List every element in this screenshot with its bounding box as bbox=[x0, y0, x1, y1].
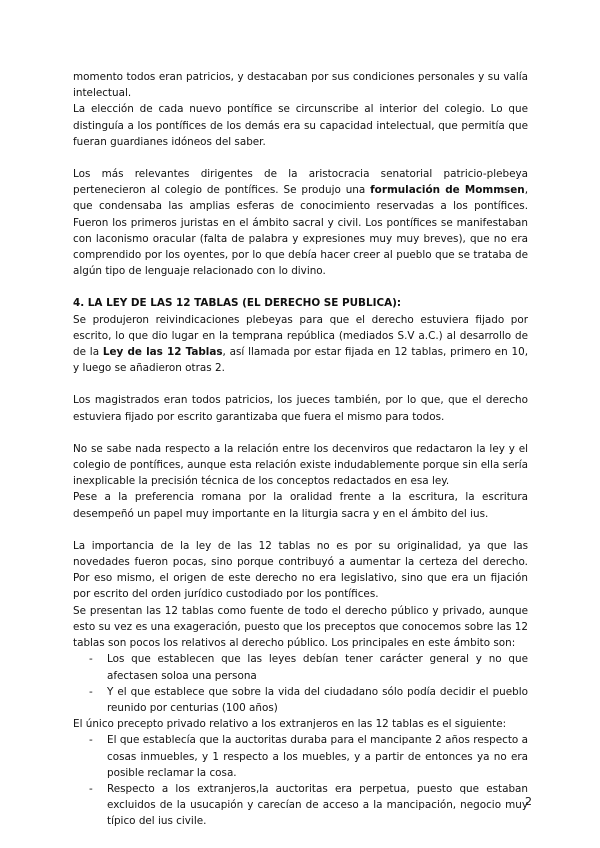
paragraph-gap bbox=[73, 522, 528, 538]
paragraph-eleccion-pontifice: La elección de cada nuevo pontífice se circunscribe al interior del colegio. Lo que distinguía a los pontífices de los demás era su capacidad intelectual, que permitía que fueran guardianes idóneos del saber. bbox=[73, 103, 528, 148]
bold-term-ley-12-tablas: Ley de las 12 Tablas bbox=[102, 346, 223, 359]
paragraph-aristocracia bbox=[73, 166, 528, 279]
paragraph-gap bbox=[73, 279, 528, 295]
list-extranjeros bbox=[73, 732, 528, 829]
text-run: Se produjeron reivindicaciones plebeyas para que el derecho estuviera fijado por escrito, lo que dio lugar en la temprana república (mediados S.V a.C.) al desarrollo de de la bbox=[73, 313, 528, 359]
paragraph-gap bbox=[73, 376, 528, 392]
paragraph-fuente-derecho: Se presentan las 12 tablas como fuente de todo el derecho público y privado, aunque esto su vez es una exageración, puesto que los preceptos que conocemos sobre las 12 tablas son pocos los relativos al derecho público. Los principales en este ámbito son: bbox=[73, 604, 528, 650]
text-run: , que condensaba las amplias esferas de conocimiento reservadas a los pontífices. Fueron los primeros juristas en el ámbito sacral y civil. Los pontífices se manifestaban con laconismo oracular (falta de palabra y expresiones muy muy breves), que no era comprendido por los oyentes, por lo que debía hacer creer al pueblo que se trataba de algún tipo de lenguaje relacionado con lo divino. bbox=[73, 184, 528, 278]
list-item: - El que establecía que la auctoritas duraba para el mancipante 2 años respecto a cosas inmuebles, y 1 respecto a los muebles, y a partir de entonces ya no era posible reclamar la cosa. bbox=[73, 732, 528, 781]
document-page bbox=[73, 69, 528, 830]
paragraph-magistrados: Los magistrados eran todos patricios, los jueces también, por lo que, que el derecho estuviera fijado por escrito garantizaba que fuera el mismo para todos. bbox=[73, 394, 528, 423]
list-derecho-publico bbox=[73, 651, 528, 716]
list-item: - Respecto a los extranjeros,la auctoritas era perpetua, puesto que estaban excluidos de la usucapión y carecían de acceso a la mancipación, negocio muy típico del ius civile. bbox=[73, 781, 528, 830]
paragraph-precepto-privado: El único precepto privado relativo a los extranjeros en las 12 tablas es el siguiente: bbox=[73, 718, 507, 731]
bold-term-mommsen: formulación de Mommsen bbox=[370, 184, 525, 197]
paragraph-gap bbox=[73, 425, 528, 441]
paragraph-patricios: momento todos eran patricios, y destacaban por sus condiciones personales y su valía intelectual. bbox=[73, 71, 528, 100]
text-run: Los más relevantes dirigentes de la aristocracia senatorial patricio-plebeya pertenecieron al colegio de pontífices. Se produjo una bbox=[73, 168, 528, 197]
list-item: - Y el que establece que sobre la vida del ciudadano sólo podía decidir el pueblo reunido por centurias (100 años) bbox=[73, 684, 528, 716]
paragraph-reivindicaciones bbox=[73, 312, 528, 377]
paragraph-decenviros: No se sabe nada respecto a la relación entre los decenviros que redactaron la ley y el colegio de pontífices, aunque esta relación existe indudablemente porque sin ella sería inexplicable la precisión técnica de los conceptos redactados en esa ley. bbox=[73, 442, 528, 488]
paragraph-oralidad: Pese a la preferencia romana por la oralidad frente a la escritura, la escritura desempeñó un papel muy importante en la liturgia sacra y en el ámbito del ius. bbox=[73, 491, 528, 520]
section-heading: 4. LA LEY DE LAS 12 TABLAS (EL DERECHO SE PUBLICA): bbox=[73, 297, 402, 310]
text-run: , así llamada por estar fijada en 12 tablas, primero en 10, y luego se añadieron otras 2. bbox=[73, 346, 528, 375]
paragraph-gap bbox=[73, 150, 528, 166]
list-item: - Los que establecen que las leyes debían tener carácter general y no que afectasen soloa una persona bbox=[73, 651, 528, 683]
page-number: 2 bbox=[525, 795, 532, 808]
paragraph-importancia: La importancia de la ley de las 12 tablas no es por su originalidad, ya que las novedades fueron pocas, sino porque contribuyó a aumentar la certeza del derecho. Por eso mismo, el origen de este derecho no era legislativo, sino que era un fijación por escrito del orden jurídico custodiado por los pontífices. bbox=[73, 539, 528, 601]
